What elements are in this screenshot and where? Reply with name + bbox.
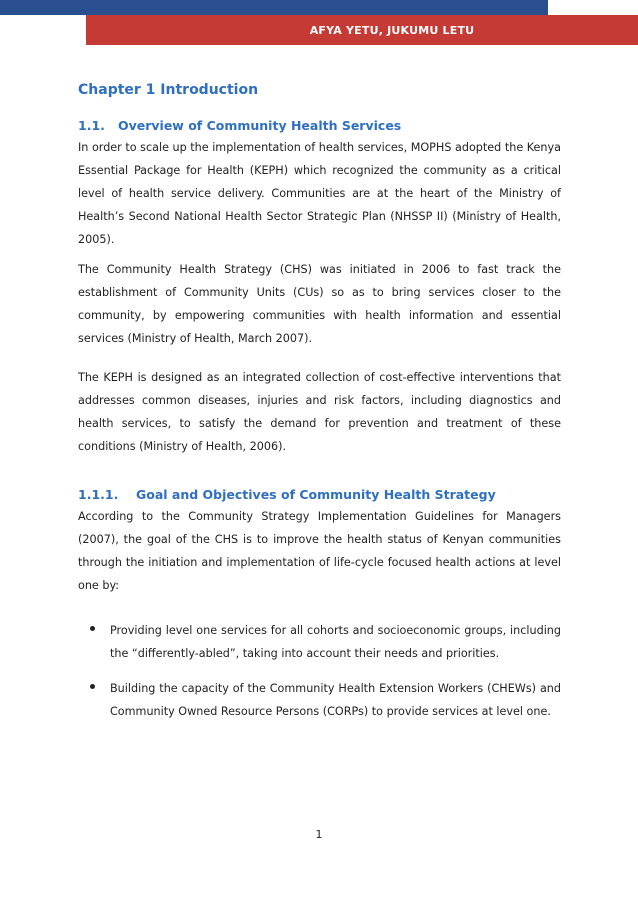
section-title: Overview of Community Health Services <box>117 118 402 133</box>
subsection-heading <box>78 485 561 505</box>
objectives-list <box>78 619 561 723</box>
page-number: 1 <box>315 828 323 841</box>
header-blue-bar <box>0 0 548 15</box>
paragraph-1: In order to scale up the implementation of health services, MOPHS adopted the Kenya Essential Package for Health (KEPH) which recognized the community as a critical level of health service delivery. Communities are at the heart of the Ministry of Health’s Second National Health Sector Strategic Plan (NHSSP II) (Ministry of Health, 2005). <box>78 141 561 246</box>
subsection-title: Goal and Objectives of Community Health Strategy <box>136 487 496 502</box>
page-content <box>78 80 561 723</box>
list-item-text: Building the capacity of the Community Health Extension Workers (CHEWs) and Community Owned Resource Persons (CORPs) to provide services at level one. <box>110 682 561 718</box>
paragraph-4: According to the Community Strategy Implementation Guidelines for Managers (2007), the goal of the CHS is to improve the health status of Kenyan communities through the initiation and implementation of life-cycle focused health actions at level one by: <box>78 510 561 592</box>
bullet-icon <box>90 684 95 689</box>
chapter-title: Chapter 1 Introduction <box>78 82 259 98</box>
list-item <box>78 677 561 723</box>
section-number: 1.1. <box>78 118 105 133</box>
list-item-text: Providing level one services for all cohorts and socioeconomic groups, including the “differently-abled”, taking into account their needs and priorities. <box>110 624 561 660</box>
section-heading <box>78 116 561 136</box>
list-item <box>78 619 561 665</box>
header-title: AFYA YETU, JUKUMU LETU <box>309 23 475 37</box>
bullet-icon <box>90 626 95 631</box>
paragraph-3: The KEPH is designed as an integrated collection of cost-effective interventions that addresses common diseases, injuries and risk factors, including diagnostics and health services, to satisfy the demand for prevention and treatment of these conditions (Ministry of Health, 2006). <box>78 371 561 453</box>
paragraph-2: The Community Health Strategy (CHS) was initiated in 2006 to fast track the establishment of Community Units (CUs) so as to bring services closer to the community, by empowering communities with health information and essential services (Ministry of Health, March 2007). <box>78 263 561 345</box>
subsection-number: 1.1.1. <box>78 487 119 502</box>
